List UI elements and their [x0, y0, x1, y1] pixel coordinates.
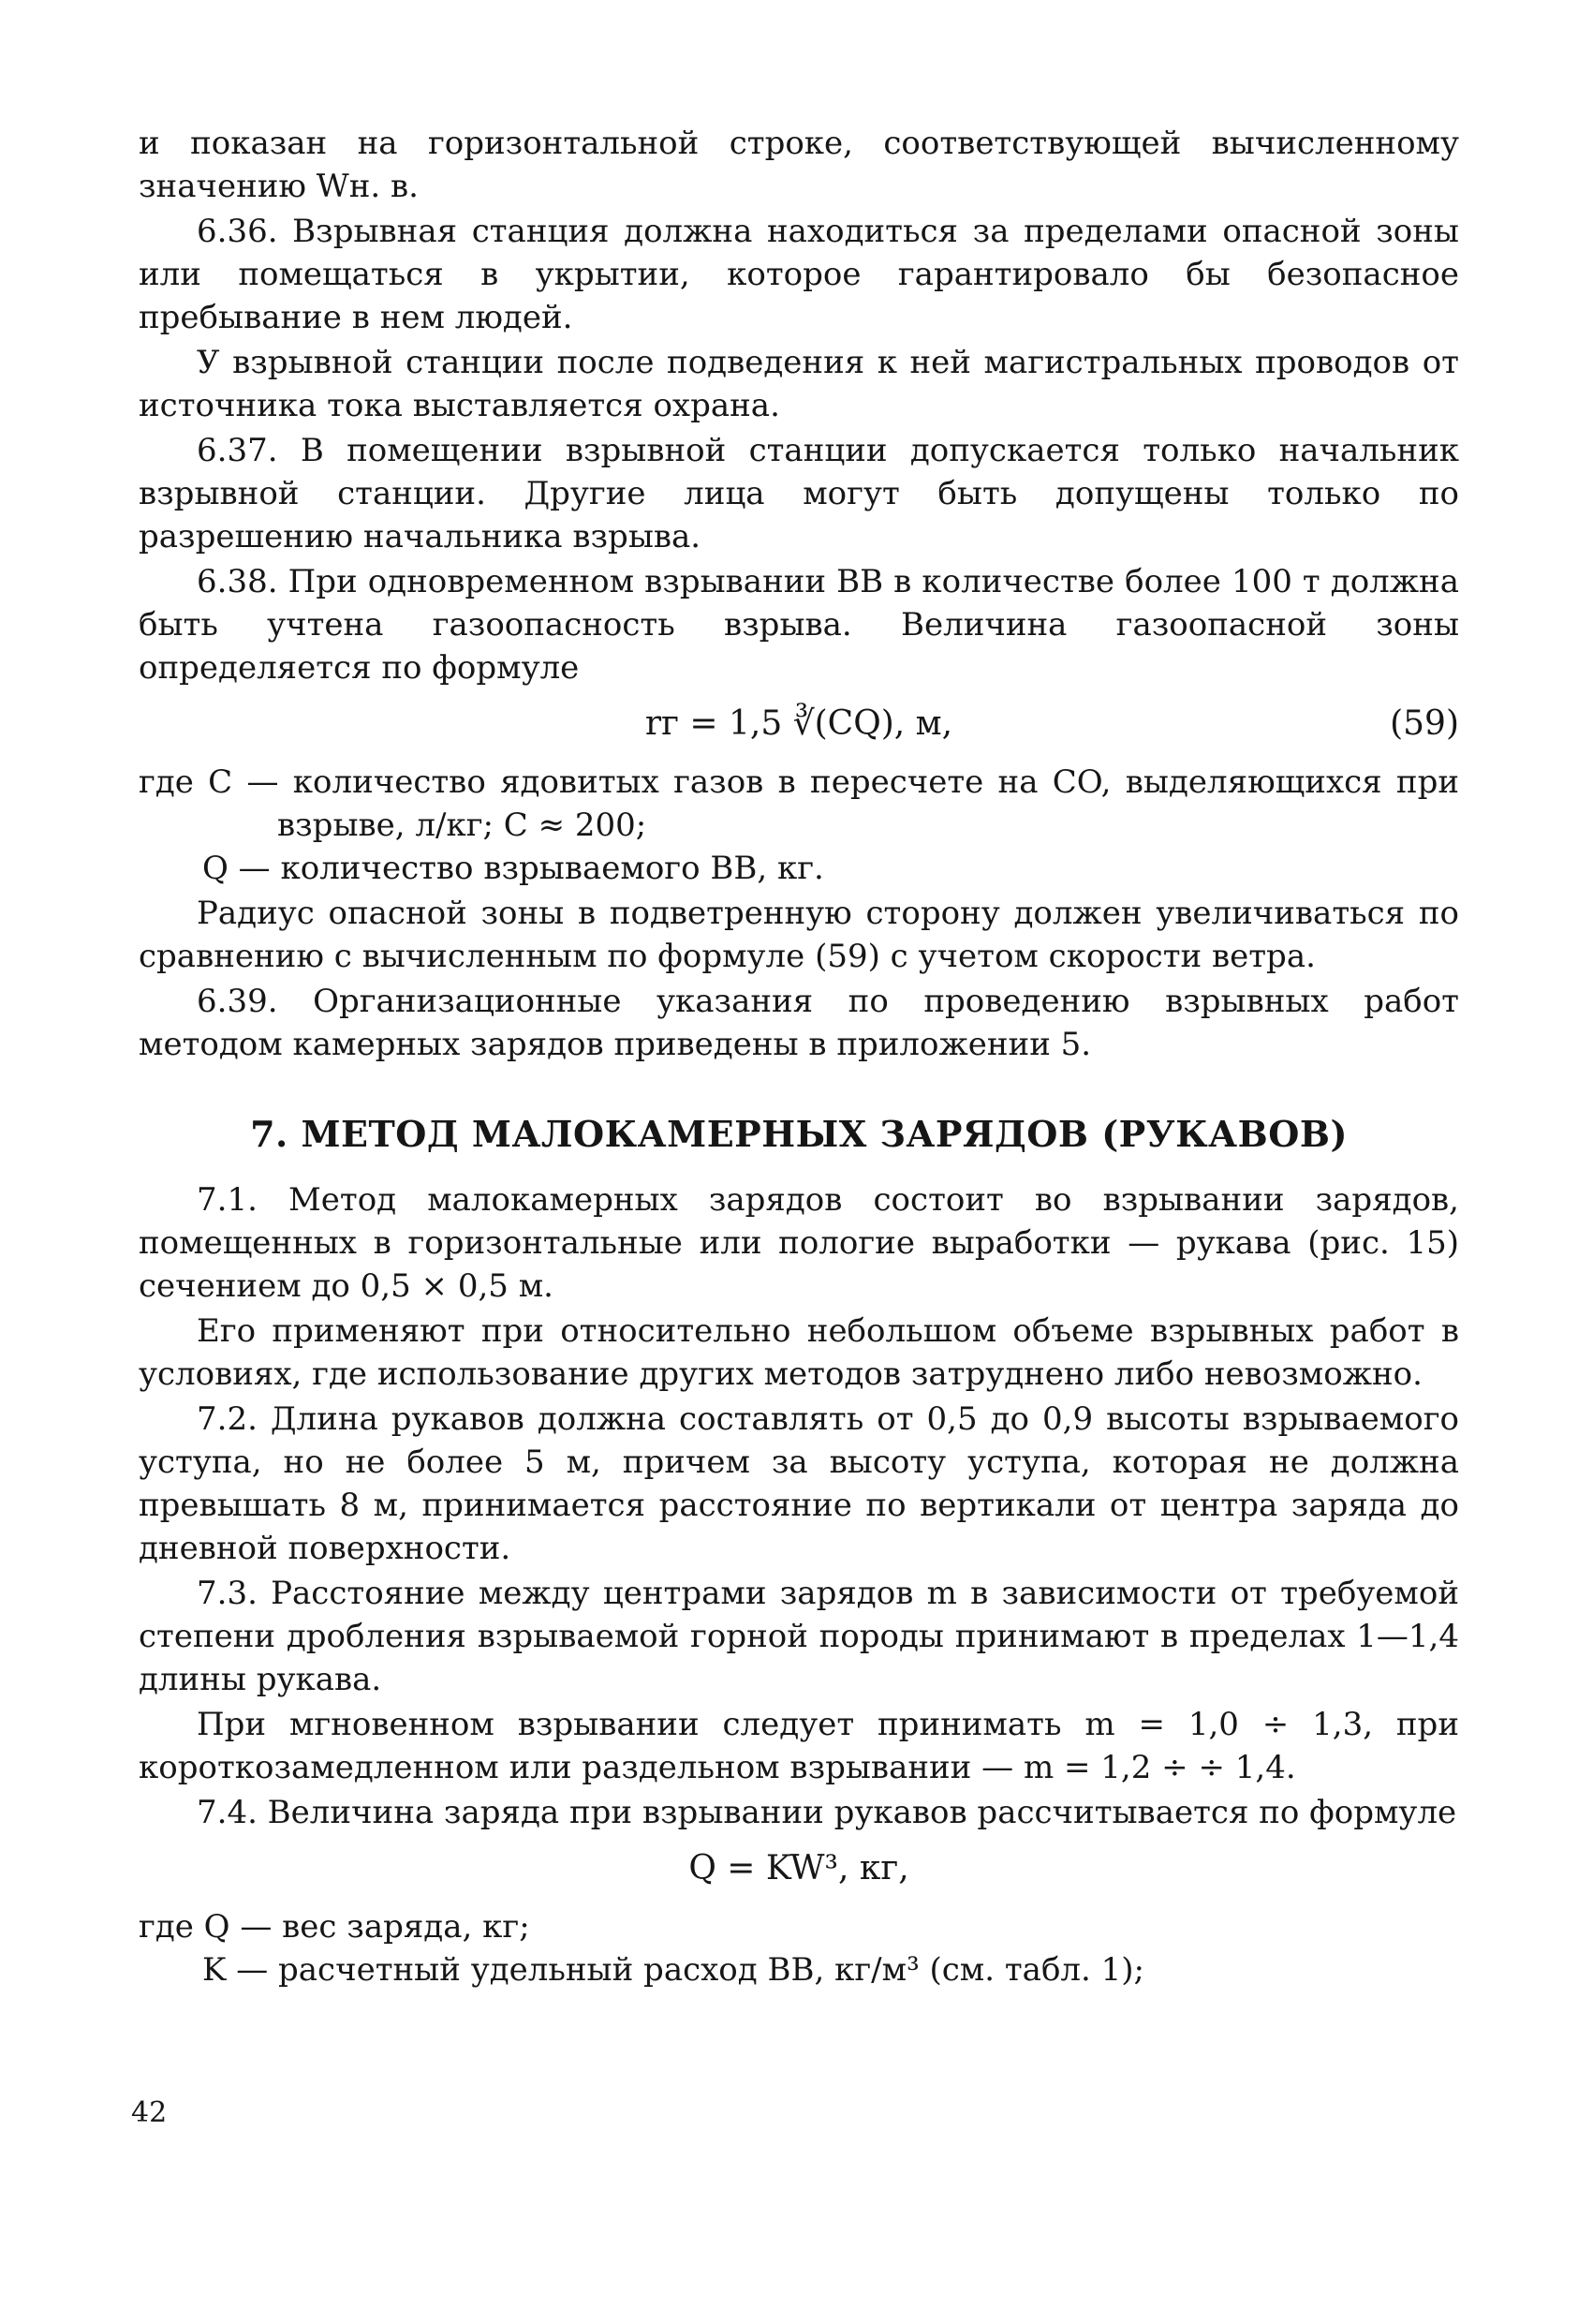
- definition-q: Q — количество взрываемого ВВ, кг.: [202, 850, 824, 887]
- definition-k: K — расчетный удельный расход ВВ, кг/м³ (см. табл. 1);: [202, 1951, 1144, 1989]
- paragraph-6-38: 6.38. При одновременном взрывании ВВ в количестве более 100 т должна быть учтена газоопасность взрыва. Величина газоопасной зоны определяется по формуле: [139, 563, 1459, 687]
- paragraph-instant-blasting: При мгновенном взрывании следует принимать m = 1,0 ÷ 1,3, при короткозамедленном или раздельном взрывании — m = 1,2 ÷ ÷ 1,4.: [139, 1706, 1459, 1786]
- paragraph-7-3: 7.3. Расстояние между центрами зарядов m в зависимости от требуемой степени дробления взрываемой горной породы принимают в пределах 1—1,4 длины рукава.: [139, 1575, 1459, 1698]
- paragraph-6-37: 6.37. В помещении взрывной станции допускается только начальник взрывной станции. Другие лица могут быть допущены только по разрешению начальника взрыва.: [139, 432, 1459, 555]
- paragraph-continuation: и показан на горизонтальной строке, соответствующей вычисленному значению Wн. в.: [139, 125, 1459, 205]
- definition-q-weight: где Q — вес заряда, кг;: [139, 1908, 530, 1946]
- paragraph-application: Его применяют при относительно небольшом объеме взрывных работ в условиях, где использование других методов затруднено либо невозможно.: [139, 1312, 1459, 1393]
- paragraph-7-4: 7.4. Величина заряда при взрывании рукавов рассчитывается по формуле: [197, 1794, 1457, 1831]
- section-heading: 7. МЕТОД МАЛОКАМЕРНЫХ ЗАРЯДОВ (РУКАВОВ): [250, 1113, 1348, 1155]
- paragraph-7-1: 7.1. Метод малокамерных зарядов состоит во взрывании зарядов, помещенных в горизонтальные или пологие выработки — рукава (рис. 15) сечением до 0,5 × 0,5 м.: [139, 1181, 1459, 1305]
- paragraph-7-2: 7.2. Длина рукавов должна составлять от 0,5 до 0,9 высоты взрываемого уступа, но не более 5 м, причем за высоту уступа, которая не должна превышать 8 м, принимается расстояние по вертикали от центра заряда до дневной поверхности.: [139, 1400, 1459, 1567]
- paragraph-6-39: 6.39. Организационные указания по проведению взрывных работ методом камерных зарядов приведены в приложении 5.: [139, 983, 1459, 1063]
- page-content: [139, 122, 1459, 1991]
- paragraph-wind: Радиус опасной зоны в подветренную сторону должен увеличиваться по сравнению с вычисленным по формуле (59) с учетом скорости ветра.: [139, 895, 1459, 975]
- formula-charge: Q = KW³, кг,: [688, 1849, 909, 1887]
- formula-59-expression: rг = 1,5 ∛(CQ), м,: [644, 704, 953, 743]
- formula-59-number: (59): [1390, 704, 1459, 743]
- paragraph-guard: У взрывной станции после подведения к ней магистральных проводов от источника тока выставляется охрана.: [139, 344, 1459, 424]
- charge-definitions: [139, 1905, 1459, 1991]
- formula-59: [139, 695, 1459, 753]
- page-number: 42: [131, 2096, 168, 2129]
- paragraph-6-36: 6.36. Взрывная станция должна находиться за пределами опасной зоны или помещаться в укрытии, которое гарантировало бы безопасное пребывание в нем людей.: [139, 213, 1459, 336]
- formula-definitions: [139, 761, 1459, 890]
- definition-c: где C — количество ядовитых газов в пересчете на CO, выделяющихся при взрыве, л/кг; C ≈ 200;: [139, 763, 1459, 844]
